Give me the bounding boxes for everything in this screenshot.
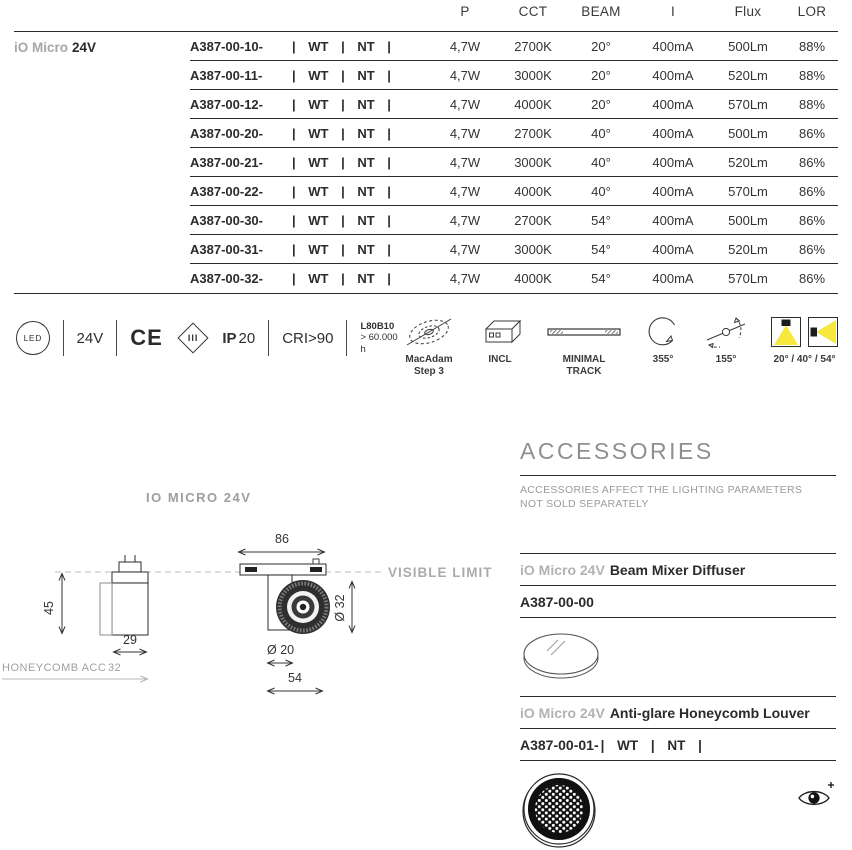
product-variants: | WT | NT |	[292, 271, 391, 286]
flux-value: 570Lm	[728, 183, 768, 199]
flux-value: 570Lm	[728, 271, 768, 286]
lor-value: 88%	[798, 67, 826, 83]
rotation-feature	[645, 314, 681, 378]
drawing-title: IO MICRO 24V	[146, 490, 252, 505]
beam-value: 20°	[591, 67, 611, 83]
macadam-label-2: Step 3	[413, 366, 444, 377]
dim-body-width: 29	[123, 633, 137, 647]
product-variants: | WT | NT |	[292, 38, 391, 54]
ce-mark-icon: CE	[130, 325, 163, 350]
product-family	[14, 40, 96, 55]
family-voltage: 24V	[72, 40, 97, 55]
led-badge-icon	[16, 321, 50, 355]
flux-value: 520Lm	[728, 241, 768, 257]
product-variants: | WT | NT |	[292, 125, 391, 141]
accessory-item-diffuser	[520, 553, 836, 696]
accessories-note-1: ACCESSORIES AFFECT THE LIGHTING PARAMETERS	[520, 484, 803, 496]
family-name: iO Micro	[14, 40, 69, 55]
visible-limit-label: VISIBLE LIMIT	[388, 565, 493, 580]
track-label-1: MINIMAL	[562, 354, 606, 365]
accessories-note-2: NOT SOLD SEPARATELY	[520, 498, 649, 510]
lor-value: 86%	[798, 241, 826, 257]
track-label-2: TRACK	[566, 366, 602, 377]
tilt-feature	[705, 314, 747, 378]
product-code: A387-00-10-	[190, 38, 263, 54]
col-header-beam: BEAM	[581, 4, 621, 19]
current-value: 400mA	[652, 67, 694, 83]
driver-included-feature	[477, 314, 523, 378]
dim-height: 45	[42, 601, 56, 615]
current-value: 400mA	[652, 154, 694, 170]
dim-lens: Ø 32	[333, 594, 347, 622]
dim-total-length: 54	[288, 671, 302, 685]
product-variants: | WT | NT |	[292, 183, 391, 199]
spec-table	[14, 0, 838, 294]
separator	[268, 320, 269, 356]
flux-value: 520Lm	[728, 67, 768, 83]
cct-value: 4000K	[514, 271, 552, 286]
cri-badge: CRI>90	[282, 329, 334, 347]
accessory-family: iO Micro 24V	[520, 562, 605, 578]
power-value: 4,7W	[449, 183, 481, 199]
current-value: 400mA	[652, 241, 694, 257]
spec-table-body-wrap	[14, 32, 838, 293]
product-variants: | WT | NT |	[292, 154, 391, 170]
current-value: 400mA	[652, 96, 694, 112]
product-variants: | WT | NT |	[292, 212, 391, 228]
feature-icon-strip	[16, 314, 838, 378]
class-iii-label: III	[187, 332, 198, 343]
ip-label: IP	[222, 329, 237, 347]
cct-value: 3000K	[514, 241, 552, 257]
power-value: 4,7W	[449, 154, 481, 170]
dimension-drawing	[0, 428, 500, 728]
spec-table-header	[14, 0, 838, 31]
eye-plus-icon	[796, 779, 836, 813]
accessories-heading: ACCESSORIES	[520, 438, 714, 464]
table-row	[190, 177, 838, 206]
lor-value: 86%	[798, 271, 826, 286]
power-value: 4,7W	[449, 125, 481, 141]
tilt-155-icon	[705, 314, 747, 350]
accessory-name: Anti-glare Honeycomb Louver	[609, 705, 810, 721]
minimal-track-icon	[547, 314, 621, 350]
beam-value: 40°	[591, 183, 611, 199]
spec-table-rows	[190, 32, 838, 293]
beam-value: 54°	[591, 241, 611, 257]
table-row	[190, 32, 838, 61]
product-code: A387-00-31-	[190, 241, 263, 257]
table-row	[190, 119, 838, 148]
col-header-flux: Flux	[734, 4, 762, 19]
ip-rating-badge	[222, 330, 255, 347]
feature-group	[405, 314, 838, 378]
lor-value: 86%	[798, 125, 826, 141]
accessory-name: Beam Mixer Diffuser	[609, 562, 746, 578]
macadam-icon	[405, 314, 453, 350]
rotation-label: 355°	[652, 354, 674, 365]
tilt-label: 155°	[715, 354, 737, 365]
beam-value: 40°	[591, 125, 611, 141]
table-row	[190, 90, 838, 119]
front-view-drawing	[240, 559, 330, 634]
ip-value: 20	[238, 329, 256, 347]
product-code: A387-00-32-	[190, 271, 263, 286]
beam-value: 20°	[591, 38, 611, 54]
product-variants: | WT | NT |	[292, 96, 391, 112]
dim-track-width: 86	[275, 532, 289, 546]
beam-side-icon	[808, 317, 838, 347]
flux-value: 500Lm	[728, 212, 768, 228]
product-code: A387-00-12-	[190, 96, 263, 112]
diffuser-icon	[520, 628, 606, 686]
power-value: 4,7W	[449, 96, 481, 112]
divider	[520, 475, 836, 476]
accessory-code: A387-00-00	[520, 594, 594, 610]
col-header-current: I	[670, 4, 676, 19]
side-view-drawing	[100, 555, 148, 635]
col-header-lor: LOR	[797, 4, 827, 19]
cct-value: 3000K	[514, 67, 552, 83]
beam-value: 20°	[591, 96, 611, 112]
cct-value: 2700K	[514, 125, 552, 141]
voltage-badge: 24V	[76, 329, 104, 347]
col-header-power: P	[460, 4, 470, 19]
flux-value: 570Lm	[728, 96, 768, 112]
certification-group	[16, 314, 405, 362]
accessories-panel	[520, 438, 836, 850]
product-code: A387-00-21-	[190, 154, 263, 170]
current-value: 400mA	[652, 212, 694, 228]
table-row	[190, 148, 838, 177]
product-variants: | WT | NT |	[292, 67, 391, 83]
honeycomb-acc-label: HONEYCOMB ACC	[2, 662, 107, 674]
product-variants: | WT | NT |	[292, 241, 391, 257]
lor-value: 86%	[798, 212, 826, 228]
dim-body-diameter: Ø 20	[267, 643, 295, 657]
beam-value: 54°	[591, 271, 611, 286]
current-value: 400mA	[652, 271, 694, 286]
cct-value: 4000K	[514, 96, 552, 112]
lifetime-badge	[360, 321, 405, 356]
accessory-variants: | WT | NT |	[600, 737, 702, 753]
separator	[63, 320, 64, 356]
flux-value: 500Lm	[728, 125, 768, 141]
honeycomb-icon	[520, 771, 598, 849]
incl-label: INCL	[488, 354, 512, 365]
table-bottom-rule	[14, 293, 838, 294]
driver-included-icon	[477, 314, 523, 350]
macadam-label-1: MacAdam	[405, 354, 453, 365]
table-row	[190, 61, 838, 90]
lor-value: 88%	[798, 38, 826, 54]
cct-value: 2700K	[514, 38, 552, 54]
lifetime-code: L80B10	[360, 320, 395, 332]
current-value: 400mA	[652, 125, 694, 141]
power-value: 4,7W	[449, 67, 481, 83]
col-header-cct: CCT	[518, 4, 548, 19]
table-row	[190, 206, 838, 235]
cct-value: 2700K	[514, 212, 552, 228]
product-code: A387-00-22-	[190, 183, 263, 199]
dim-honeycomb: 32	[108, 662, 122, 674]
beam-angles-label: 20° / 40° / 54°	[773, 354, 836, 365]
power-value: 4,7W	[449, 38, 481, 54]
current-value: 400mA	[652, 38, 694, 54]
lor-value: 86%	[798, 183, 826, 199]
flux-value: 500Lm	[728, 38, 768, 54]
power-value: 4,7W	[449, 241, 481, 257]
current-value: 400mA	[652, 183, 694, 199]
beam-down-icon	[771, 317, 801, 347]
table-row	[190, 264, 838, 293]
rotation-355-icon	[645, 314, 681, 350]
lor-value: 86%	[798, 154, 826, 170]
led-label: LED	[23, 333, 42, 343]
macadam-feature	[405, 314, 453, 378]
accessory-code: A387-00-01-	[520, 737, 599, 753]
accessory-item-honeycomb	[520, 696, 836, 850]
accessory-family: iO Micro 24V	[520, 705, 605, 721]
product-code: A387-00-20-	[190, 125, 263, 141]
separator	[346, 320, 347, 356]
beam-value: 40°	[591, 154, 611, 170]
product-code: A387-00-30-	[190, 212, 263, 228]
lifetime-hours: > 60.000 h	[360, 332, 398, 355]
cct-value: 3000K	[514, 154, 552, 170]
beam-value: 54°	[591, 212, 611, 228]
power-value: 4,7W	[449, 212, 481, 228]
class-iii-icon	[177, 322, 209, 354]
product-code: A387-00-11-	[190, 67, 263, 83]
power-value: 4,7W	[449, 271, 481, 286]
flux-value: 520Lm	[728, 154, 768, 170]
separator	[116, 320, 117, 356]
lor-value: 88%	[798, 96, 826, 112]
table-row	[190, 235, 838, 264]
beam-angles-feature	[771, 314, 838, 378]
cct-value: 4000K	[514, 183, 552, 199]
minimal-track-feature	[547, 314, 621, 378]
